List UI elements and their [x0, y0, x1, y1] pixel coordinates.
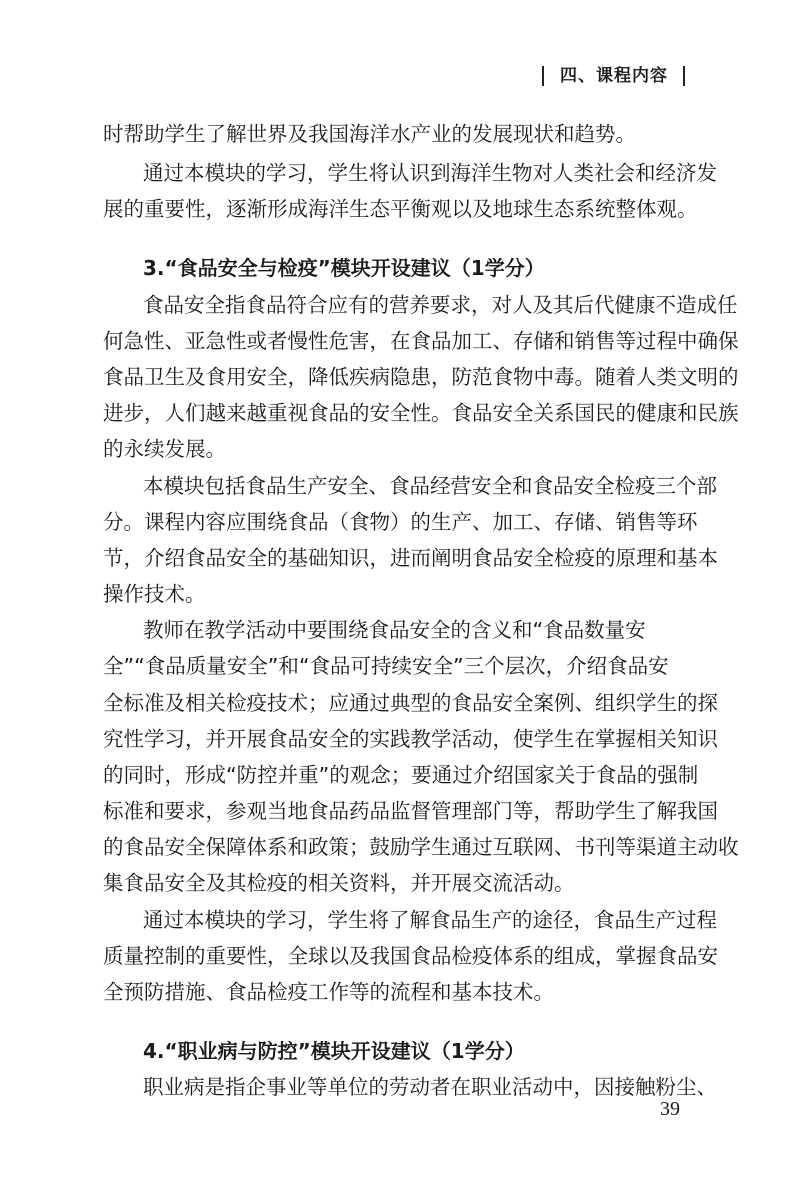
text-line: 进步，人们越来越重视食品的安全性。食品安全关系国民的健康和民族 — [103, 401, 739, 425]
text-line: 通过本模块的学习，学生将认识到海洋生物对人类社会和经济发 — [143, 161, 717, 185]
section-heading-4: 4.“职业病与防控”模块开设建议（1学分） — [143, 1039, 525, 1063]
text-line: 操作技术。 — [103, 582, 206, 606]
text-line: 展的重要性，逐渐形成海洋生态平衡观以及地球生态系统整体观。 — [103, 197, 698, 221]
text-line: 究性学习，并开展食品安全的实践教学活动，使学生在掌握相关知识 — [103, 727, 718, 751]
page-number: 39 — [660, 1098, 680, 1120]
text-line: 集食品安全及其检疫的相关资料，并开展交流活动。 — [103, 871, 575, 895]
text-line: 时帮助学生了解世界及我国海洋水产业的发展现状和趋势。 — [103, 122, 636, 146]
text-line: 标准和要求，参观当地食品药品监督管理部门等，帮助学生了解我国 — [103, 799, 718, 823]
text-line: 教师在教学活动中要围绕食品安全的含义和“食品数量安 — [143, 618, 646, 642]
running-head-right-rule — [683, 66, 685, 86]
text-line: 本模块包括食品生产安全、食品经营安全和食品安全检疫三个部 — [143, 474, 717, 498]
text-line: 通过本模块的学习，学生将了解食品生产的途径，食品生产过程 — [143, 908, 717, 932]
running-head — [0, 64, 800, 88]
text-line: 全”“食品质量安全”和“食品可持续安全”三个层次，介绍食品安 — [103, 654, 669, 678]
section-heading-3: 3.“食品安全与检疫”模块开设建议（1学分） — [143, 256, 545, 280]
text-line: 职业病是指企事业等单位的劳动者在职业活动中，因接触粉尘、 — [143, 1075, 717, 1099]
text-line: 的食品安全保障体系和政策；鼓励学生通过互联网、书刊等渠道主动收 — [103, 835, 739, 859]
text-line: 节，介绍食品安全的基础知识，进而阐明食品安全检疫的原理和基本 — [103, 546, 718, 570]
text-line: 食品安全指食品符合应有的营养要求，对人及其后代健康不造成任 — [143, 293, 738, 317]
text-line: 的同时，形成“防控并重”的观念；要通过介绍国家关于食品的强制 — [103, 763, 699, 787]
text-line: 何急性、亚急性或者慢性危害，在食品加工、存储和销售等过程中确保 — [103, 329, 739, 353]
running-head-title: 四、课程内容 — [560, 66, 668, 86]
text-line: 食品卫生及食用安全，降低疾病隐患，防范食物中毒。随着人类文明的 — [103, 365, 739, 389]
text-line: 分。课程内容应围绕食品（食物）的生产、加工、存储、销售等环 — [103, 510, 698, 534]
running-head-left-rule — [542, 66, 544, 86]
text-line: 全预防措施、食品检疫工作等的流程和基本技术。 — [103, 980, 554, 1004]
text-line: 全标准及相关检疫技术；应通过典型的食品安全案例、组织学生的探 — [103, 691, 718, 715]
text-line: 的永续发展。 — [103, 437, 226, 461]
text-line: 质量控制的重要性，全球以及我国食品检疫体系的组成，掌握食品安 — [103, 944, 718, 968]
